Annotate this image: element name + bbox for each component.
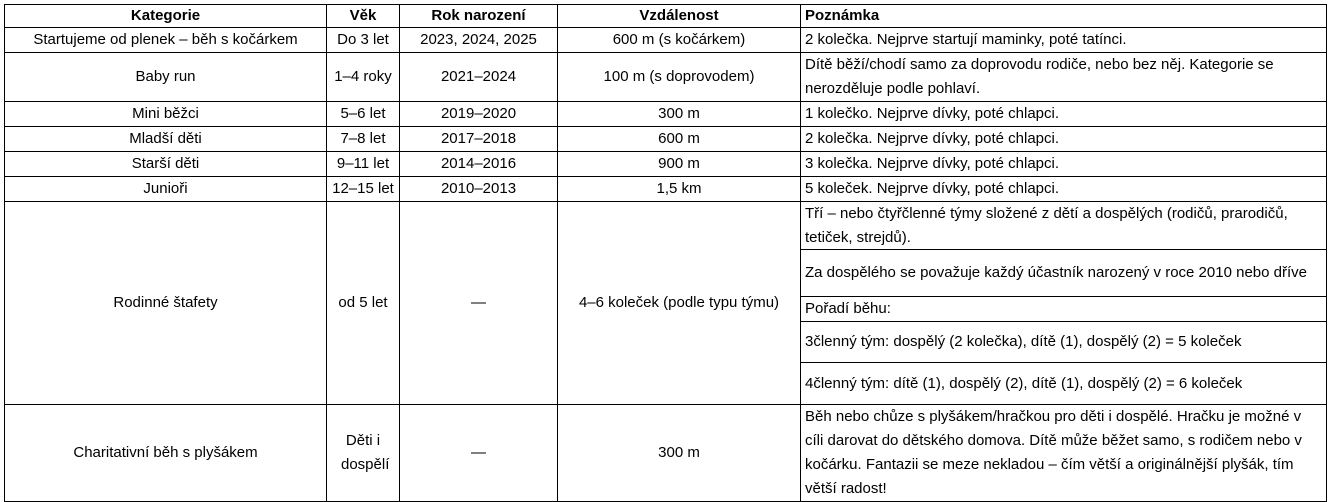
cell-category: Mladší děti: [5, 127, 327, 152]
header-birth-year: Rok narození: [400, 5, 558, 28]
cell-birth-year: 2023, 2024, 2025: [400, 28, 558, 53]
table-row-relay: [5, 202, 1327, 405]
header-age: Věk: [327, 5, 400, 28]
relay-note-order: Pořadí běhu:: [801, 297, 1326, 322]
cell-birth-year: 2010–2013: [400, 177, 558, 202]
cell-note: 1 kolečko. Nejprve dívky, poté chlapci.: [801, 102, 1327, 127]
cell-note: Běh nebo chůze s plyšákem/hračkou pro děti i dospělé. Hračku je možné v cíli darovat do dětského domova. Dítě může běžet samo, s rodičem nebo v kočárku. Fantazii se meze nekladou – čím větší a originálnější plyšák, tím větší radost!: [801, 405, 1327, 502]
cell-age: 7–8 let: [327, 127, 400, 152]
cell-age: 5–6 let: [327, 102, 400, 127]
cell-birth-year: —: [400, 202, 558, 405]
cell-category: Mini běžci: [5, 102, 327, 127]
cell-distance: 900 m: [558, 152, 801, 177]
cell-category: Junioři: [5, 177, 327, 202]
cell-birth-year: 2021–2024: [400, 53, 558, 102]
relay-note-teams: Tří – nebo čtyřčlenné týmy složené z dětí a dospělých (rodičů, prarodičů, tetiček, strejdů).: [801, 202, 1326, 250]
cell-note: 2 kolečka. Nejprve dívky, poté chlapci.: [801, 127, 1327, 152]
table-row: [5, 28, 1327, 53]
cell-note: 2 kolečka. Nejprve startují maminky, poté tatínci.: [801, 28, 1327, 53]
table-row: [5, 127, 1327, 152]
cell-distance: 600 m (s kočárkem): [558, 28, 801, 53]
relay-note-four: 4členný tým: dítě (1), dospělý (2), dítě (1), dospělý (2) = 6 koleček: [805, 374, 1243, 392]
table-row: [5, 53, 1327, 102]
cell-note-group: [801, 202, 1327, 405]
table-row: [5, 102, 1327, 127]
cell-category: Charitativní běh s plyšákem: [5, 405, 327, 502]
cell-birth-year: 2017–2018: [400, 127, 558, 152]
categories-table: [4, 4, 1327, 502]
header-category: Kategorie: [5, 5, 327, 28]
cell-note: Dítě běží/chodí samo za doprovodu rodiče, nebo bez něj. Kategorie se nerozděluje podle pohlaví.: [801, 53, 1327, 102]
cell-distance: 300 m: [558, 405, 801, 502]
cell-birth-year: 2014–2016: [400, 152, 558, 177]
table-row: [5, 152, 1327, 177]
cell-distance: 1,5 km: [558, 177, 801, 202]
cell-distance: 4–6 koleček (podle typu týmu): [558, 202, 801, 405]
cell-age: od 5 let: [327, 202, 400, 405]
cell-birth-year: —: [400, 405, 558, 502]
table-row: [5, 177, 1327, 202]
relay-note-three: 3členný tým: dospělý (2 kolečka), dítě (1), dospělý (2) = 5 koleček: [801, 322, 1326, 363]
cell-note: 5 koleček. Nejprve dívky, poté chlapci.: [801, 177, 1327, 202]
header-note: Poznámka: [801, 5, 1327, 28]
header-distance: Vzdálenost: [558, 5, 801, 28]
cell-distance: 100 m (s doprovodem): [558, 53, 801, 102]
relay-note-adult: Za dospělého se považuje každý účastník narozený v roce 2010 nebo dříve: [801, 250, 1326, 297]
cell-distance: 300 m: [558, 102, 801, 127]
cell-category: Startujeme od plenek – běh s kočárkem: [5, 28, 327, 53]
cell-distance: 600 m: [558, 127, 801, 152]
cell-category: Starší děti: [5, 152, 327, 177]
cell-age: Do 3 let: [327, 28, 400, 53]
cell-age: 9–11 let: [327, 152, 400, 177]
cell-age: Děti i dospělí: [327, 405, 400, 502]
cell-birth-year: 2019–2020: [400, 102, 558, 127]
cell-category: Rodinné štafety: [5, 202, 327, 405]
cell-age: 1–4 roky: [327, 53, 400, 102]
table-row-charity: [5, 405, 1327, 502]
header-row: [5, 5, 1327, 28]
cell-category: Baby run: [5, 53, 327, 102]
cell-age: 12–15 let: [327, 177, 400, 202]
cell-note: 3 kolečka. Nejprve dívky, poté chlapci.: [801, 152, 1327, 177]
